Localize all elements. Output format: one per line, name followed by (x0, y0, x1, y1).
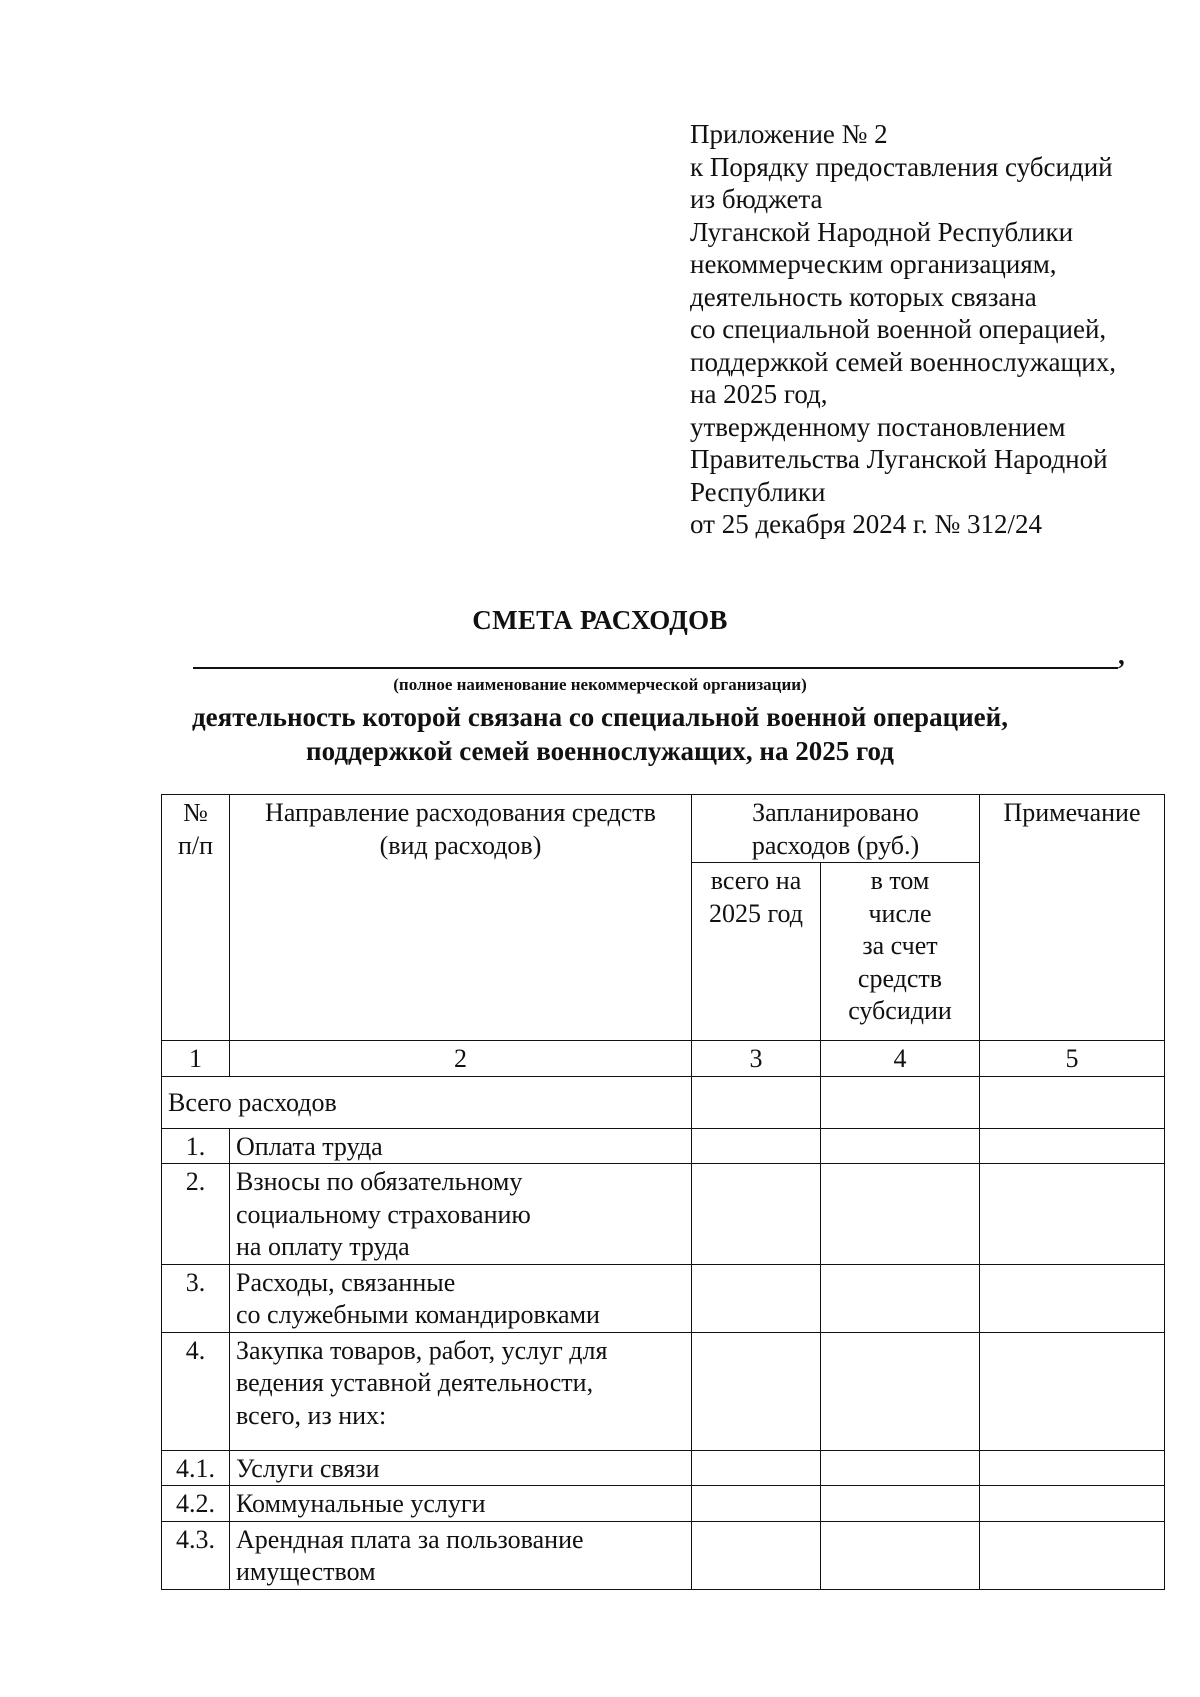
total-note-cell[interactable] (980, 1076, 1165, 1128)
table-row (162, 1450, 1165, 1486)
column-number: 1 (162, 1041, 230, 1077)
row-text: Арендная плата за пользование имуществом (230, 1521, 692, 1589)
annex-line: некоммерческим организациям, (690, 249, 1057, 279)
table-row (162, 1128, 1165, 1164)
header-number: № п/п (162, 795, 230, 1041)
annex-line: Республики (690, 476, 826, 507)
table-row (162, 1264, 1165, 1332)
annex-line: к Порядку предоставления субсидий (690, 151, 1113, 182)
row-number: 4.1. (162, 1450, 230, 1486)
annex-line: из бюджета (690, 184, 823, 214)
column-number: 4 (821, 1041, 980, 1077)
row-subsidy-cell[interactable] (821, 1450, 980, 1486)
row-text: Услуги связи (230, 1450, 692, 1486)
total-subsidy-cell[interactable] (821, 1076, 980, 1128)
row-note-cell[interactable] (980, 1128, 1165, 1164)
row-note-cell[interactable] (980, 1486, 1165, 1522)
table-row (162, 1486, 1165, 1522)
header-planned: Запланировано расходов (руб.) (692, 795, 980, 863)
table-header-row (162, 795, 1165, 863)
table-row (162, 1164, 1165, 1265)
row-total-cell[interactable] (692, 1128, 821, 1164)
column-number: 3 (692, 1041, 821, 1077)
row-total-cell[interactable] (692, 1332, 821, 1450)
column-number: 5 (980, 1041, 1165, 1077)
subtitle-line: поддержкой семей военнослужащих, на 2025 год (306, 736, 894, 766)
row-number: 2. (162, 1164, 230, 1265)
row-text: Оплата труда (230, 1128, 692, 1164)
row-subsidy-cell[interactable] (821, 1332, 980, 1450)
total-row (162, 1076, 1165, 1128)
annex-line: со специальной военной операцией, (690, 314, 1107, 344)
annex-line: от 25 декабря 2024 г. № 312/24 (690, 509, 1043, 539)
row-note-cell[interactable] (980, 1521, 1165, 1589)
row-subsidy-cell[interactable] (821, 1486, 980, 1522)
organization-caption: (полное наименование некоммерческой организации) (393, 675, 807, 694)
row-text: Закупка товаров, работ, услуг для ведения уставной деятельности, всего, из них: (230, 1332, 692, 1450)
row-subsidy-cell[interactable] (821, 1128, 980, 1164)
row-subsidy-cell[interactable] (821, 1164, 980, 1265)
column-number: 2 (230, 1041, 692, 1077)
expense-table (161, 794, 1165, 1590)
annex-line: поддержкой семей военнослужащих, (690, 346, 1116, 377)
document-subtitle (0, 700, 1200, 768)
row-note-cell[interactable] (980, 1264, 1165, 1332)
annex-line: Приложение № 2 (690, 119, 888, 149)
row-total-cell[interactable] (692, 1486, 821, 1522)
table-row (162, 1521, 1165, 1589)
header-total-year: всего на 2025 год (692, 863, 821, 1041)
document-title: СМЕТА РАСХОДОВ (472, 605, 728, 635)
row-text: Коммунальные услуги (230, 1486, 692, 1522)
column-numbers-row (162, 1041, 1165, 1077)
organization-line-comma: , (1118, 640, 1125, 670)
header-note: Примечание (980, 795, 1165, 1041)
annex-block (690, 118, 1170, 541)
row-text: Взносы по обязательному социальному страхованию на оплату труда (230, 1164, 692, 1265)
row-note-cell[interactable] (980, 1164, 1165, 1265)
subtitle-line: деятельность которой связана со специальной военной операцией, (192, 702, 1008, 732)
row-number: 4.2. (162, 1486, 230, 1522)
row-total-cell[interactable] (692, 1521, 821, 1589)
total-year-cell[interactable] (692, 1076, 821, 1128)
row-subsidy-cell[interactable] (821, 1521, 980, 1589)
annex-line: Луганской Народной Республики (690, 216, 1074, 247)
row-text: Расходы, связанные со служебными командировками (230, 1264, 692, 1332)
row-total-cell[interactable] (692, 1164, 821, 1265)
annex-line: утвержденному постановлением (690, 411, 1066, 442)
row-total-cell[interactable] (692, 1264, 821, 1332)
row-number: 4. (162, 1332, 230, 1450)
total-label: Всего расходов (162, 1076, 692, 1128)
row-note-cell[interactable] (980, 1332, 1165, 1450)
row-subsidy-cell[interactable] (821, 1264, 980, 1332)
annex-line: деятельность которых связана (690, 281, 1037, 312)
header-direction: Направление расходования средств (вид расходов) (230, 795, 692, 1041)
organization-name-line (193, 667, 1118, 669)
row-number: 3. (162, 1264, 230, 1332)
row-number: 4.3. (162, 1521, 230, 1589)
annex-line: на 2025 год, (690, 379, 828, 409)
row-note-cell[interactable] (980, 1450, 1165, 1486)
row-number: 1. (162, 1128, 230, 1164)
row-total-cell[interactable] (692, 1450, 821, 1486)
annex-line: Правительства Луганской Народной (690, 444, 1108, 474)
table-row (162, 1332, 1165, 1450)
header-subsidy: в том числе за счет средств субсидии (821, 863, 980, 1041)
